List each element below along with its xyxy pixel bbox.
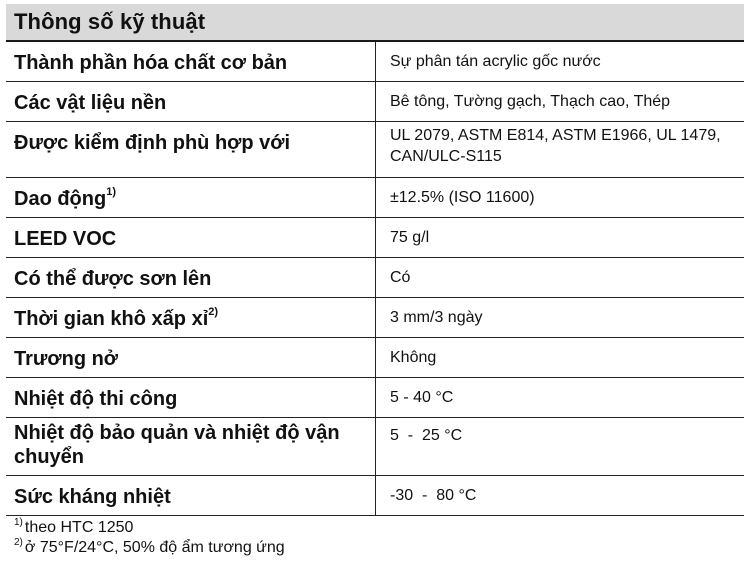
spec-row-substrates (6, 82, 744, 122)
spec-label: Trương nở (6, 338, 376, 377)
spec-title: Thông số kỹ thuật (14, 9, 206, 34)
spec-row-drying-time (6, 298, 744, 338)
spec-value: Sự phân tán acrylic gốc nước (390, 53, 601, 70)
footnotes (6, 518, 744, 558)
spec-row-movement (6, 178, 744, 218)
spec-label: Các vật liệu nền (6, 82, 376, 121)
spec-label: Sức kháng nhiệt (6, 476, 376, 515)
spec-row-leed-voc (6, 218, 744, 258)
spec-value: Không (390, 349, 437, 366)
spec-header (6, 4, 744, 42)
spec-value: Có (390, 269, 411, 286)
spec-row-application-temp (6, 378, 744, 418)
spec-value: 5 - 40 °C (390, 389, 454, 406)
spec-value: Bê tông, Tường gạch, Thạch cao, Thép (390, 93, 671, 110)
footnote-item: $^{2)}$ ở 75°F/24°C, 50% độ ẩm tương ứng (14, 536, 285, 556)
spec-row-intumescent (6, 338, 744, 378)
footnote-ref: 1) (106, 186, 116, 199)
spec-label: Thành phần hóa chất cơ bản (6, 42, 376, 81)
spec-row-approvals (6, 122, 744, 178)
spec-value: UL 2079, ASTM E814, ASTM E1966, UL 1479, CAN/ULC-S115 (390, 127, 721, 165)
spec-value: ±12.5% (ISO 11600) (390, 189, 535, 206)
spec-label: Nhiệt độ thi công (6, 378, 376, 417)
spec-value: 3 mm/3 ngày (390, 309, 483, 326)
spec-sheet (6, 4, 744, 558)
spec-label: Nhiệt độ bảo quản và nhiệt độ vận chuyển (6, 418, 376, 475)
spec-value: -30 - 80 °C (390, 487, 477, 504)
spec-value: 5 - 25 °C (390, 427, 463, 444)
spec-row-chemical-base (6, 42, 744, 82)
spec-row-temperature-resistance (6, 476, 744, 516)
spec-label: Được kiểm định phù hợp với (6, 122, 376, 177)
footnote-ref: 2) (208, 306, 219, 319)
spec-label: Dao động$^{1)}$ (6, 178, 376, 217)
spec-row-paintable (6, 258, 744, 298)
spec-label: Có thể được sơn lên (6, 258, 376, 297)
spec-row-storage-temp (6, 418, 744, 476)
spec-value: 75 g/l (390, 229, 430, 246)
spec-label: Thời gian khô xấp xỉ$^{2)}$ (6, 298, 376, 337)
spec-label: LEED VOC (6, 218, 376, 257)
footnote-item: $^{1)}$ theo HTC 1250 (14, 516, 134, 536)
